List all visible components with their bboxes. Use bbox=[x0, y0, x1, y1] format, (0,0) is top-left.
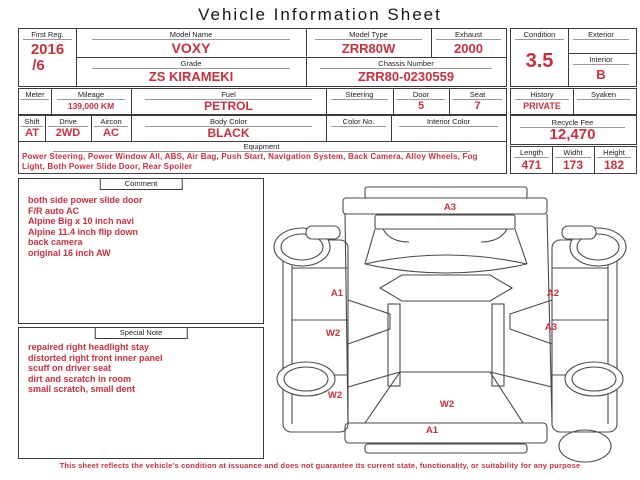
field-chassis-number-label: Chassis Number bbox=[306, 58, 506, 69]
damage-marks bbox=[326, 202, 559, 436]
car-outline bbox=[274, 187, 626, 462]
field-exhaust-label: Exhaust bbox=[431, 29, 506, 40]
comment-box bbox=[18, 178, 264, 324]
special-note-content bbox=[28, 342, 259, 395]
field-history-value: PRIVATE bbox=[523, 101, 561, 111]
field-model-type-value: ZRR80W bbox=[341, 41, 396, 56]
damage-mark: A1 bbox=[330, 288, 344, 299]
field-first-reg-label: First Reg. bbox=[19, 29, 76, 40]
damage-mark: W2 bbox=[325, 328, 341, 339]
comment-line: both side power slide door bbox=[28, 195, 143, 205]
field-exterior-label: Exterior bbox=[568, 29, 634, 40]
mileage-fuel-table bbox=[18, 88, 507, 115]
field-grade-label: Grade bbox=[76, 58, 306, 69]
field-recycle-fee-value: 12,470 bbox=[549, 126, 596, 143]
damage-mark: A3 bbox=[443, 202, 457, 213]
field-color-no-label: Color No. bbox=[326, 116, 391, 127]
comment-line: F/R auto AC bbox=[28, 205, 80, 216]
field-shift-label: Shift bbox=[19, 116, 45, 127]
field-width-value: 173 bbox=[562, 158, 584, 172]
field-aircon-label: Aircon bbox=[91, 116, 131, 127]
field-history-label: History bbox=[511, 89, 573, 100]
comment-line: back camera bbox=[28, 237, 83, 247]
condition-box bbox=[510, 28, 637, 87]
history-box bbox=[510, 88, 637, 115]
dimensions-box bbox=[510, 146, 637, 174]
field-equipment-value: Power Steering, Power Window All, ABS, Air Bag, Push Start, Navigation System, Back Camera, Alloy Wheels, Fog Light, Both Power Slide Door, Rear Spoiler bbox=[22, 152, 478, 171]
field-drive-label: Drive bbox=[45, 116, 91, 127]
field-recycle-fee-label: Recycle Fee bbox=[511, 117, 634, 128]
special-note-line: small scratch, small dent bbox=[28, 384, 136, 394]
damage-mark: W2 bbox=[439, 399, 455, 410]
damage-mark: W2 bbox=[327, 390, 343, 401]
field-chassis-number-value: ZRR80-0230559 bbox=[357, 69, 455, 84]
equipment-table bbox=[18, 115, 507, 174]
damage-mark: A3 bbox=[544, 322, 558, 333]
field-model-name-label: Model Name bbox=[76, 29, 306, 40]
field-equipment-label: Equipment bbox=[19, 141, 504, 152]
vehicle-damage-diagram bbox=[268, 182, 635, 470]
field-first-reg-value-month: /6 bbox=[32, 57, 45, 74]
special-note-line: dirt and scratch in room bbox=[28, 373, 132, 384]
comment-line: Alpine Big x 10 inch navi bbox=[28, 216, 135, 226]
page-title: Vehicle Information Sheet bbox=[198, 5, 442, 24]
field-door-label: Door bbox=[393, 89, 449, 100]
comment-content bbox=[28, 195, 259, 258]
field-mileage-label: Mileage bbox=[51, 89, 131, 100]
field-aircon-value: AC bbox=[103, 127, 119, 139]
comment-line: Alpine 11.4 inch flip down bbox=[28, 226, 139, 237]
field-fuel-label: Fuel bbox=[131, 89, 326, 100]
field-condition-label: Condition bbox=[511, 29, 568, 40]
field-first-reg-value-year: 2016 bbox=[30, 41, 65, 58]
field-width-label: Widht bbox=[552, 147, 594, 158]
field-condition-value: 3.5 bbox=[525, 50, 554, 72]
field-body-color-value: BLACK bbox=[207, 126, 250, 140]
recycle-fee-box bbox=[510, 115, 637, 145]
field-seat-label: Seat bbox=[449, 89, 506, 100]
field-body-color-label: Body Color bbox=[131, 116, 326, 127]
field-fuel-value: PETROL bbox=[204, 99, 253, 113]
disclaimer-text: This sheet reflects the vehicle's condition at issuance and does not guarantee its current state, functionality, or suitability for any purpose bbox=[59, 461, 581, 470]
field-drive-value: 2WD bbox=[55, 127, 81, 139]
field-length-label: Length bbox=[511, 147, 552, 158]
field-shift-value: AT bbox=[25, 127, 39, 139]
field-interior-value: B bbox=[596, 67, 606, 82]
field-length-value: 471 bbox=[521, 158, 542, 172]
field-exhaust-value: 2000 bbox=[454, 41, 483, 56]
field-mileage-value: 139,000 KM bbox=[67, 101, 115, 111]
field-steering-label: Steering bbox=[326, 89, 393, 100]
field-interior-color-label: Interior Color bbox=[391, 116, 506, 127]
special-note-box bbox=[18, 327, 264, 459]
comment-line: original 16 inch AW bbox=[28, 247, 111, 258]
comment-box-title: Comment bbox=[100, 178, 183, 190]
primary-info-table bbox=[18, 28, 507, 87]
field-height-label: Height bbox=[594, 147, 634, 158]
damage-mark: A2 bbox=[546, 288, 560, 299]
field-seat-value: 7 bbox=[474, 100, 481, 112]
field-syaken-label: Syaken bbox=[573, 89, 634, 100]
field-model-type-label: Model Type bbox=[306, 29, 431, 40]
field-meter-label: Meter bbox=[19, 89, 51, 100]
field-interior-label: Interior bbox=[568, 54, 634, 65]
field-model-name-value: VOXY bbox=[171, 40, 211, 56]
damage-mark: A1 bbox=[425, 425, 439, 436]
special-note-box-title: Special Note bbox=[95, 327, 188, 339]
special-note-line: scuff on driver seat bbox=[28, 363, 112, 373]
special-note-line: repaired right headlight stay bbox=[28, 342, 150, 352]
field-grade-value: ZS KIRAMEKI bbox=[148, 69, 234, 84]
field-height-value: 182 bbox=[603, 158, 625, 172]
field-door-value: 5 bbox=[417, 100, 425, 112]
special-note-line: distorted right front inner panel bbox=[28, 352, 163, 363]
